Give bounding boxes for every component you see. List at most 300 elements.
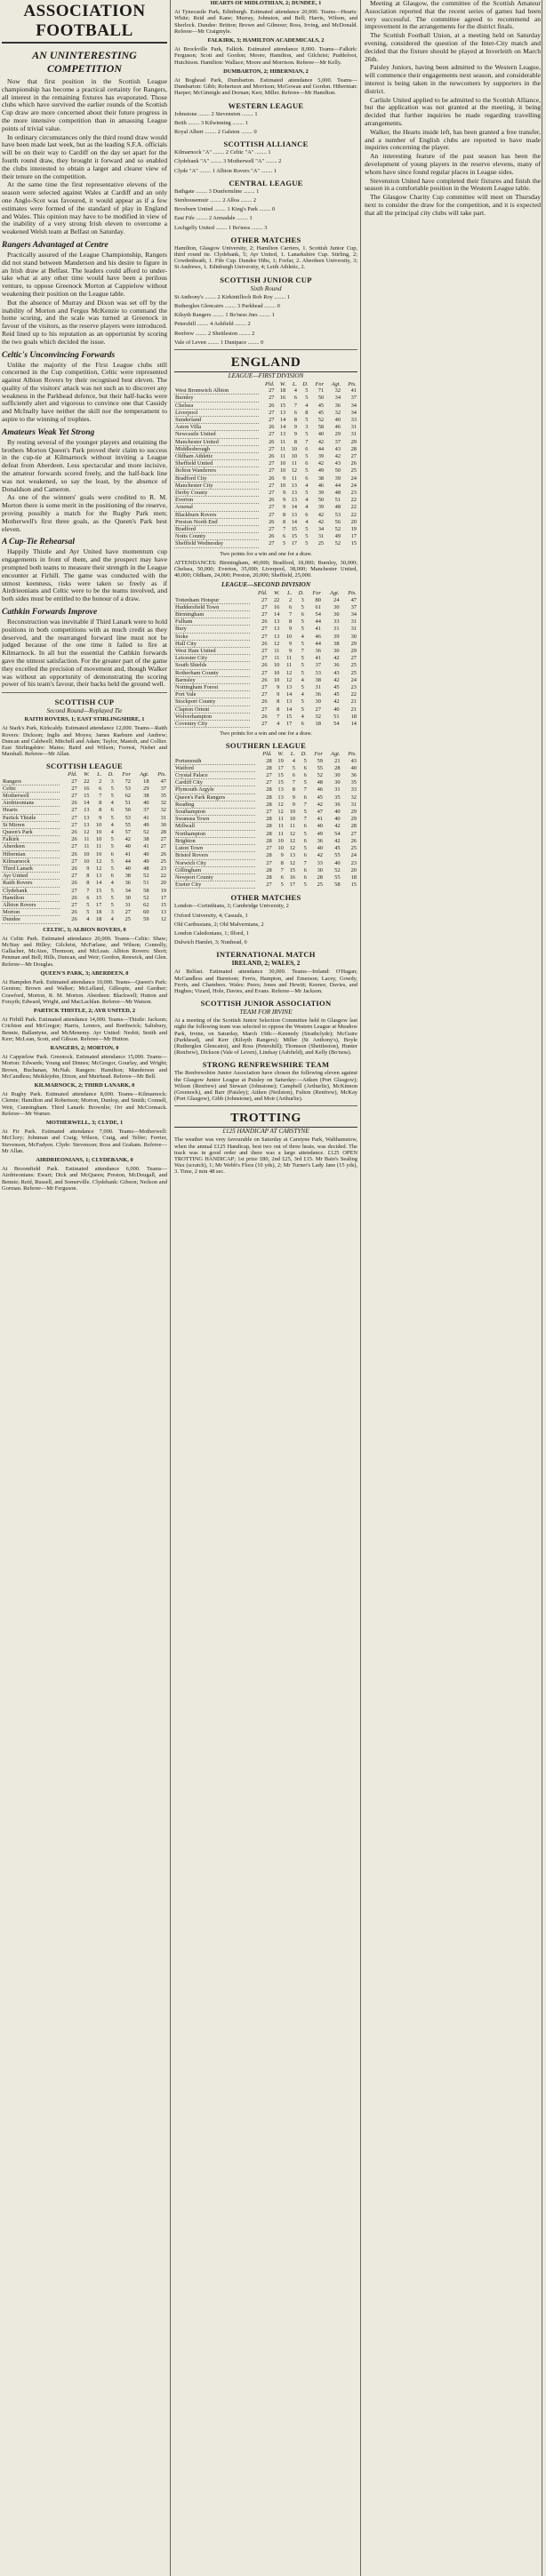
team-name: West Ham United xyxy=(174,648,250,655)
table-cell: 40 xyxy=(333,706,340,713)
table-cell: 8 xyxy=(289,618,293,626)
table-cell: 44 xyxy=(334,482,341,489)
table-cell: 42 xyxy=(333,676,340,683)
table-cell: 14 xyxy=(279,424,286,431)
table-cell: 26 xyxy=(269,533,275,540)
table-cell: 4 xyxy=(305,504,309,511)
table-cell: 34 xyxy=(350,402,357,409)
table-cell: 39 xyxy=(317,489,325,496)
table-cell: 17 xyxy=(291,540,297,547)
table-cell: 29 xyxy=(350,438,357,445)
column-header: D. xyxy=(301,751,307,758)
table-cell: 11 xyxy=(280,445,286,452)
table-row xyxy=(174,662,357,669)
team-name: Dundee xyxy=(2,916,60,923)
table-cell: 15 xyxy=(95,894,102,901)
table-cell: 22 xyxy=(273,596,280,603)
table-cell: 27 xyxy=(261,603,268,610)
table-cell: 7 xyxy=(292,779,295,786)
central-league-results xyxy=(174,188,357,231)
table-cell: 35 xyxy=(350,779,357,786)
table-cell: 9 xyxy=(280,852,284,859)
section-heading: Rangers Advantaged at Centre xyxy=(2,240,108,250)
team-name: Sheffield Wednesday xyxy=(174,540,259,547)
table-cell: 40 xyxy=(317,431,325,438)
team-name: Newport County xyxy=(174,873,255,881)
team-name: West Bromwich Albion xyxy=(174,387,259,395)
team-name: Hamilton xyxy=(2,894,60,901)
column-header: D. xyxy=(108,771,114,778)
table-cell: 48 xyxy=(334,489,341,496)
team-name: Watford xyxy=(174,764,255,771)
table-cell: 47 xyxy=(350,596,357,603)
section-paragraph: Unlike the majority of the First League clubs still concerned in the Cup competition, Celtic were represented against Albion Rovers by their recognised best eleven. The quality of the visitors' attack was not such as to discover any weakness in the Parkhead defence, but their half-backs were sufficiently alert and vigorous to convince one that Cassidy and McInally have neither the skill nor the temperament to aspire to the winning of trophies. xyxy=(2,360,167,424)
table-cell: 50 xyxy=(317,395,325,402)
table-cell: 8 xyxy=(305,409,309,416)
news-paragraph: Paisley Juniors, having been admitted to the Western League, will commence their engagements next season, and considerable interest is being taken in the newcomers by supporters in the district. xyxy=(365,63,541,95)
second-division-table xyxy=(174,590,357,728)
table-cell: 38 xyxy=(333,640,340,647)
table-row xyxy=(2,909,167,916)
team-name: Falkirk xyxy=(2,836,60,843)
result-line: Johnstone ........ 2 Stevenston ........ 1 xyxy=(174,110,258,117)
match-result-title: KILMARNOCK, 2; THIRD LANARK, 0 xyxy=(34,1081,135,1089)
table-cell: 59 xyxy=(317,757,323,764)
table-cell: 27 xyxy=(261,655,268,662)
table-cell: 27 xyxy=(269,482,275,489)
other-matches-text: Hamilton, Glasgow University, 2; Hamilton Carriers, 1. Scottish Junior Cup, third round tie. Clydebank, 5; Ayr United, 1. Lanarkshire Cup. Stirling, 2; Cowdenbeath, 1. Fife Cup. Dundee Hibs, 1; Forfar, 2. Aberdeen University, 3; St Andrews, 1. Edinburgh University, 4; Leith Athletic, 2. xyxy=(174,244,357,271)
table-cell: 8 xyxy=(293,438,297,445)
table-cell: 26 xyxy=(261,640,268,647)
article-paragraph: At the same time the first representative elevens of the season were selected against Wales at Cardiff and an only one Anglo-Scot was favoured, it would appear as if a few estimates were formed of the standard of play in England and Wales. This opinion may have to be modified in view of the inability of a very strong Irish eleven to overcome a weakened Welsh team at Belfast on Saturday. xyxy=(2,180,167,236)
table-cell: 43 xyxy=(333,669,340,676)
table-cell: 5 xyxy=(301,618,304,626)
table-cell: 12 xyxy=(273,640,280,647)
table-cell: 45 xyxy=(317,794,323,801)
table-cell: 14 xyxy=(291,518,297,525)
table-row xyxy=(2,873,167,880)
result-line: Bathgate ........ 3 Dunfermline ........ 1 xyxy=(174,187,260,195)
table-cell: 29 xyxy=(334,431,341,438)
table-cell: 26 xyxy=(261,676,268,683)
table-row xyxy=(174,626,357,633)
table-cell: 27 xyxy=(124,909,131,916)
table-cell: 5 xyxy=(305,395,309,402)
result-line: Rutherglen Glencairn ........ 3 Parkhead ........ 0 xyxy=(174,302,280,309)
table-row xyxy=(174,511,357,518)
table-cell: 10 xyxy=(84,857,90,865)
table-cell: 15 xyxy=(84,793,90,800)
cup-result: RAITH ROVERS, 1; EAST STIRLINGSHIRE, 1 xyxy=(24,716,145,723)
team-name: Rotherham County xyxy=(174,669,250,676)
table-cell: 36 xyxy=(350,772,357,779)
table-cell: 11 xyxy=(286,655,293,662)
table-row xyxy=(2,843,167,850)
table-cell: 53 xyxy=(124,814,131,821)
table-cell: 33 xyxy=(350,416,357,423)
table-cell: 24 xyxy=(350,475,357,482)
table-cell: 72 xyxy=(124,778,131,785)
table-row xyxy=(174,684,357,691)
table-cell: 5 xyxy=(301,640,304,647)
table-cell: 11 xyxy=(84,836,90,843)
renfrewshire-heading: STRONG RENFREWSHIRE TEAM xyxy=(202,1060,330,1070)
table-cell: 42 xyxy=(317,518,325,525)
team-name: Nottingham Forest xyxy=(174,684,250,691)
team-name: Sunderland xyxy=(174,416,259,423)
table-cell: 52 xyxy=(334,540,341,547)
table-cell: 10 xyxy=(95,836,102,843)
table-cell: 33 xyxy=(350,786,357,794)
team-name: Hibernian xyxy=(2,850,60,857)
table-cell: 9 xyxy=(292,801,295,808)
section-heading: A Cup-Tie Rehearsal xyxy=(2,538,75,547)
table-cell: 4 xyxy=(292,757,295,764)
table-cell: 27 xyxy=(269,387,275,395)
news-paragraph: An interesting feature of the past season has been the development of young players in the reserve elevens, many of whom have since found regular places in League sides. xyxy=(365,152,541,176)
table-cell: 30 xyxy=(334,779,341,786)
table-row xyxy=(2,829,167,836)
table-row xyxy=(174,460,357,467)
table-cell: 27 xyxy=(71,902,77,909)
team-name: Newcastle United xyxy=(174,431,259,438)
table-cell: 44 xyxy=(317,445,325,452)
table-cell: 28 xyxy=(160,829,166,836)
table-cell: 11 xyxy=(96,843,102,850)
team-name: Notts County xyxy=(174,533,259,540)
table-cell: 5 xyxy=(305,387,309,395)
table-cell: 9 xyxy=(283,497,286,504)
table-cell: 7 xyxy=(303,786,307,794)
table-cell: 16 xyxy=(279,395,286,402)
team-name: South Shields xyxy=(174,662,250,669)
team-name: Burnley xyxy=(174,395,259,402)
table-cell: 39 xyxy=(333,633,340,640)
table-row xyxy=(174,603,357,610)
column-header: Agt. xyxy=(331,751,341,758)
table-row xyxy=(2,865,167,873)
table-cell: 50 xyxy=(124,807,131,814)
table-cell: 52 xyxy=(317,416,325,423)
table-cell: 28 xyxy=(266,757,272,764)
table-cell: 21 xyxy=(334,757,341,764)
table-row xyxy=(174,640,357,647)
column-c xyxy=(365,0,541,2576)
table-row xyxy=(174,633,357,640)
team-name: Cardiff City xyxy=(174,779,255,786)
table-row xyxy=(174,402,357,409)
table-cell: 3 xyxy=(110,778,114,785)
table-cell: 11 xyxy=(277,823,284,830)
result-line: Oxford University, 4; Casuals, 1 xyxy=(174,912,248,919)
table-row xyxy=(174,518,357,525)
table-cell: 26 xyxy=(350,460,357,467)
table-cell: 5 xyxy=(301,603,304,610)
table-cell: 40 xyxy=(334,859,341,866)
table-cell: 42 xyxy=(334,837,341,844)
table-cell: 46 xyxy=(317,786,323,794)
table-cell: 10 xyxy=(95,850,102,857)
team-name: Reading xyxy=(174,801,255,808)
table-cell: 42 xyxy=(333,655,340,662)
trotting-heading: TROTTING xyxy=(174,1110,357,1128)
column-header: For xyxy=(312,590,321,597)
table-cell: 26 xyxy=(269,452,275,459)
table-cell: 4 xyxy=(110,916,114,923)
section-paragraph: As one of the winners' goals were credited to R. M. Morton there is some merit in the positioning of the reserve, proving possibly a match for the Rugby Park men; Motherwell's first three goals, as the Queen's Park best eleven. xyxy=(2,493,167,533)
match-report: At Celtic Park. Estimated attendance 20,000. Teams—Celtic: Shaw; McStay and Hilley; Gilchrist, McFarlane, and Wilson; Connolly, Gallacher, McAtee, Thomson, and McLean. Albion Rovers: Short; Penman and Bell; Hills, Duncan, and Weir; Gordon, Renwick, and Glen. Referee—Mr Douglas. xyxy=(2,935,167,968)
table-cell: 22 xyxy=(160,873,166,880)
table-cell: 54 xyxy=(315,611,321,618)
junior-cup-sub: Sixth Round xyxy=(250,284,282,292)
table-cell: 5 xyxy=(301,669,304,676)
table-row xyxy=(174,772,357,779)
table-cell: 4 xyxy=(110,829,114,836)
table-header xyxy=(174,751,357,757)
table-cell: 45 xyxy=(334,845,341,852)
table-cell: 9 xyxy=(277,691,280,698)
table-cell: 15 xyxy=(95,887,102,894)
table-row xyxy=(174,533,357,540)
team-name: Clydebank xyxy=(2,887,60,894)
team-name: Leicester City xyxy=(174,655,250,662)
table-cell: 22 xyxy=(350,497,357,504)
table-cell: 24 xyxy=(350,482,357,489)
table-row xyxy=(2,902,167,909)
table-cell: 47 xyxy=(317,809,323,816)
result-line: Broxburn United ........ 1 King's Park ........ 0 xyxy=(174,206,276,213)
table-cell: 27 xyxy=(269,511,275,518)
table-cell: 26 xyxy=(269,475,275,482)
table-cell: 6 xyxy=(303,866,307,873)
table-cell: 5 xyxy=(110,902,114,909)
table-cell: 11 xyxy=(291,460,297,467)
match-report: At Tynecastle Park, Edinburgh. Estimated attendance 20,000. Teams—Hearts: White; Reid and Kane; Murray, Johnston, and Bell; Harris, Wilson, and Sherlock. Dundee: Britton; Brown and Gilmour; Ross, Irving, and McDonald. Referee—Mr Craigmyle. xyxy=(174,9,357,35)
team-name: Oldham Athletic xyxy=(174,452,259,459)
table-cell: 5 xyxy=(305,452,309,459)
table-cell: 42 xyxy=(317,801,323,808)
table-cell: 39 xyxy=(317,452,325,459)
table-cell: 13 xyxy=(277,786,284,794)
table-cell: 5 xyxy=(301,706,304,713)
match-result-title: DUMBARTON, 2; HIBERNIAN, 2 xyxy=(223,68,309,75)
table-row xyxy=(2,807,167,814)
table-cell: 20 xyxy=(350,518,357,525)
table-cell: 12 xyxy=(289,837,295,844)
table-cell: 27 xyxy=(269,540,275,547)
table-row xyxy=(2,880,167,887)
table-cell: 51 xyxy=(334,497,341,504)
table-cell: 45 xyxy=(333,684,340,691)
table-cell: 28 xyxy=(266,786,272,794)
table-cell: 13 xyxy=(273,626,280,633)
table-cell: 36 xyxy=(334,801,341,808)
table-cell: 52 xyxy=(334,866,341,873)
table-cell: 52 xyxy=(143,829,149,836)
table-cell: 44 xyxy=(315,618,321,626)
table-row xyxy=(2,821,167,828)
table-cell: 23 xyxy=(160,865,166,873)
table-cell: 54 xyxy=(333,721,340,728)
table-cell: 37 xyxy=(143,807,149,814)
table-cell: 4 xyxy=(277,721,280,728)
table-cell: 34 xyxy=(124,887,131,894)
table-row xyxy=(2,857,167,865)
table-cell: 32 xyxy=(350,794,357,801)
table-cell: 20 xyxy=(350,866,357,873)
table-cell: 3 xyxy=(301,596,304,603)
table-row xyxy=(174,845,357,852)
table-cell: 12 xyxy=(289,845,295,852)
table-cell: 6 xyxy=(303,873,307,881)
junior-cup-results xyxy=(174,294,357,346)
table-cell: 28 xyxy=(350,823,357,830)
table-cell: 10 xyxy=(279,467,286,475)
table-cell: 11 xyxy=(280,452,286,459)
table-row xyxy=(174,837,357,844)
table-cell: 8 xyxy=(277,706,280,713)
table-cell: 27 xyxy=(350,830,357,837)
column-header: Agt. xyxy=(140,771,149,778)
column-header: Agt. xyxy=(331,380,341,387)
table-cell: 7 xyxy=(86,887,90,894)
table-cell: 6 xyxy=(303,764,307,771)
table-cell: 4 xyxy=(110,821,114,828)
table-cell: 8 xyxy=(280,859,284,866)
table-cell: 14 xyxy=(291,504,297,511)
table-cell: 6 xyxy=(305,460,309,467)
table-cell: 42 xyxy=(317,460,325,467)
table-row xyxy=(2,785,167,792)
table-cell: 50 xyxy=(317,497,325,504)
table-cell: 5 xyxy=(110,814,114,821)
table-cell: 49 xyxy=(317,830,323,837)
table-cell: 27 xyxy=(269,409,275,416)
table-cell: 27 xyxy=(266,809,272,816)
table-cell: 52 xyxy=(143,873,149,880)
table-cell: 7 xyxy=(289,611,293,618)
alliance-heading: SCOTTISH ALLIANCE xyxy=(223,140,309,149)
column-header: W. xyxy=(279,380,286,387)
junior-assoc-heading: SCOTTISH JUNIOR ASSOCIATION xyxy=(200,999,332,1009)
table-cell: 7 xyxy=(277,713,280,720)
table-cell: 40 xyxy=(334,416,341,423)
table-cell: 13 xyxy=(84,807,90,814)
table-cell: 10 xyxy=(95,821,102,828)
table-cell: 5 xyxy=(86,902,90,909)
table-cell: 6 xyxy=(303,837,307,844)
table-cell: 27 xyxy=(71,814,77,821)
trotting-text: The weather was very favourable on Saturday at Carstyne Park, Walthamstow, when the annual £125 Handicap, best two out of three heats, was decided. The track was in good order and there was a large attendance. £125 OPEN TROTTING HANDICAP; 1st prize £80, 2nd £25, 3rd £15. Mr Bain's Sealing Wax (scratch), 1; Mr Webb's Flora (10 yds), 2; Mr Turner's Lady Jane (15 yds), 3. Time, 2 min 48 sec. xyxy=(174,1136,357,1176)
table-cell: 26 xyxy=(71,894,77,901)
match-report: At Firhill Park. Estimated attendance 14,000. Teams—Thistle: Jackson; Crichton and McGregor; Harris, Lennox, and Borthwick; Salisbury, Bennie, Ballantyne, and McMenemy. Ayr United: Nesbit; Smith and Kerr; McLean, Scott, and Gibson. Referee—Mr Hutton. xyxy=(2,1017,167,1042)
team-name: Millwall xyxy=(174,823,255,830)
table-cell: 12 xyxy=(277,809,284,816)
table-cell: 5 xyxy=(303,809,307,816)
team-name: Queen's Park xyxy=(2,829,60,836)
table-cell: 42 xyxy=(317,852,323,859)
table-row xyxy=(174,597,357,604)
team-name: Bradford xyxy=(174,525,259,532)
table-cell: 16 xyxy=(273,603,280,610)
table-cell: 13 xyxy=(84,821,90,828)
table-cell: 20 xyxy=(160,880,166,887)
table-cell: 11 xyxy=(280,438,286,445)
table-cell: 11 xyxy=(291,475,297,482)
team-name: Bolton Wanderers xyxy=(174,467,259,475)
table-cell: 11 xyxy=(289,823,295,830)
table-cell: 42 xyxy=(333,698,340,706)
table-cell: 28 xyxy=(266,830,272,837)
table-cell: 31 xyxy=(160,814,166,821)
table-cell: 27 xyxy=(160,843,166,850)
result-line: St Anthony's ........ 2 Kirkintilloch Rob Roy ........ 1 xyxy=(174,293,291,300)
table-cell: 17 xyxy=(95,902,102,909)
international-heading: INTERNATIONAL MATCH xyxy=(216,950,316,960)
table-cell: 9 xyxy=(293,424,297,431)
table-cell: 30 xyxy=(124,894,131,901)
table-row xyxy=(174,758,357,765)
table-cell: 11 xyxy=(277,816,284,823)
divider xyxy=(174,349,357,350)
table-cell: 5 xyxy=(280,881,284,889)
table-cell: 27 xyxy=(269,504,275,511)
table-cell: 52 xyxy=(334,525,341,532)
table-cell: 8 xyxy=(86,880,90,887)
table-cell: 23 xyxy=(350,859,357,866)
table-cell: 7 xyxy=(305,438,309,445)
column-header: L. xyxy=(287,590,293,597)
table-row xyxy=(174,866,357,873)
table-row xyxy=(174,648,357,655)
team-name: Aberdeen xyxy=(2,843,60,850)
table-cell: 4 xyxy=(110,880,114,887)
junior-assoc-sub: TEAM FOR IRVINE xyxy=(239,1009,293,1017)
table-row xyxy=(174,611,357,618)
alliance-results xyxy=(174,149,357,174)
table-cell: 38 xyxy=(143,793,149,800)
table-cell: 14 xyxy=(273,611,280,618)
scottish-league-table xyxy=(2,771,167,923)
table-row xyxy=(174,859,357,866)
table-cell: 48 xyxy=(143,865,149,873)
table-cell: 27 xyxy=(160,836,166,843)
table-cell: 25 xyxy=(350,662,357,669)
team-name: Port Vale xyxy=(174,691,250,698)
table-row xyxy=(174,713,357,720)
table-cell: 5 xyxy=(110,857,114,865)
table-row xyxy=(2,850,167,857)
table-cell: 9 xyxy=(283,475,286,482)
match-result-title: QUEEN'S PARK, 3; ABERDEEN, 0 xyxy=(40,969,129,977)
table-cell: 32 xyxy=(334,387,341,395)
junior-assoc-text: At a meeting of the Scottish Junior Selection Committee held in Glasgow last night the following team was selected to oppose the Western League at Meadow Park, Irvine, on Saturday, March 19th:—Kennedy (Strathclyde); McGuire (Parkhead), and Kerr (Kilsyth Rangers); Miller (St Anthony's), Boyle (Rutherglen Glencairn), and Ross (Petershill); Thomson (Shettleston), Hunter (Renfrew), Dickson (Vale of Leven), Lindsay (Ashfield), and Kelly (Bo'ness). xyxy=(174,1017,357,1057)
table-cell: 40 xyxy=(350,764,357,771)
table-cell: 44 xyxy=(124,857,131,865)
table-row xyxy=(2,916,167,923)
table-row xyxy=(174,786,357,794)
table-row xyxy=(174,387,357,395)
team-name: Chelsea xyxy=(174,402,259,409)
team-name: Celtic xyxy=(2,785,60,792)
table-cell: 26 xyxy=(350,837,357,844)
table-cell: 11 xyxy=(274,655,280,662)
table-cell: 58 xyxy=(334,881,341,889)
table-cell: 4 xyxy=(301,691,304,698)
other-matches-heading: OTHER MATCHES xyxy=(230,235,301,244)
result-line: Old Carthusians, 2; Old Malvernians, 2 xyxy=(174,921,264,928)
team-name: Rangers xyxy=(2,778,60,786)
